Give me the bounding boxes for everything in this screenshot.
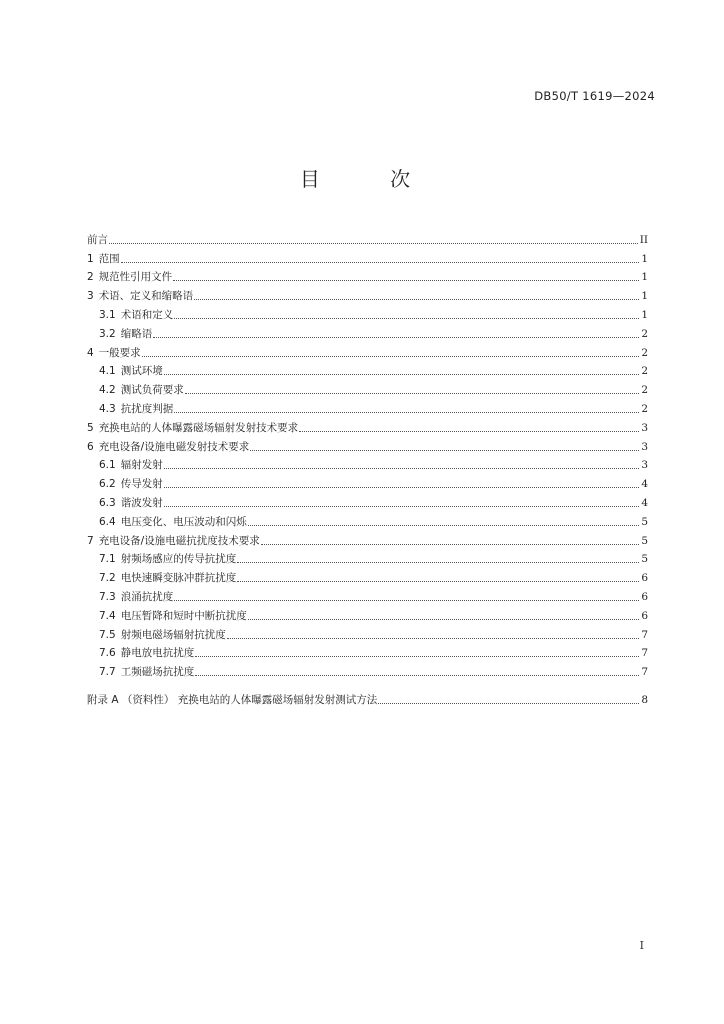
- toc-entry-title: 静电放电抗扰度: [120, 647, 195, 660]
- toc-entry-number: 6.2: [99, 478, 116, 491]
- toc-entry-page: 6: [641, 609, 648, 622]
- toc-leader-dots: [237, 581, 639, 582]
- toc-entry[interactable]: [87, 322, 648, 341]
- toc-entry-title: 缩略语: [120, 327, 153, 340]
- toc-entry-number: 7.2: [99, 572, 116, 585]
- toc-entry-number: 7.6: [99, 647, 116, 660]
- toc-entry-page: 6: [641, 572, 648, 585]
- toc-entry[interactable]: [87, 566, 648, 585]
- toc-entry-page: 5: [641, 534, 648, 547]
- toc-entry-page: 1: [641, 271, 648, 284]
- toc-entry-page: 1: [641, 252, 648, 265]
- toc-entry[interactable]: [87, 623, 648, 642]
- toc-leader-dots: [378, 703, 639, 704]
- toc-entry-number: 7.1: [99, 553, 116, 566]
- toc-entry[interactable]: [87, 397, 648, 416]
- standard-code: DB50/T 1619—2024: [534, 89, 655, 103]
- toc-entry[interactable]: [87, 284, 648, 303]
- toc-leader-dots: [227, 638, 640, 639]
- toc-entry[interactable]: [87, 688, 648, 707]
- toc-entry-page: 2: [641, 402, 648, 415]
- toc-entry-title: 术语和定义: [120, 308, 174, 321]
- toc-leader-dots: [250, 450, 639, 451]
- toc-entry-title: 附录 A （资料性） 充换电站的人体曝露磁场辐射发射测试方法: [87, 693, 378, 706]
- toc-entry[interactable]: [87, 360, 648, 379]
- toc-entry-page: 6: [641, 590, 648, 603]
- toc-entry-title: 电压暂降和短时中断抗扰度: [120, 609, 247, 622]
- toc-entry-title: 辐射发射: [120, 459, 163, 472]
- toc-entry-page: 1: [641, 308, 648, 321]
- toc-entry[interactable]: [87, 585, 648, 604]
- toc-leader-dots: [299, 431, 639, 432]
- toc-entry-number: 6: [87, 440, 94, 453]
- toc-leader-dots: [142, 356, 640, 357]
- toc-entry-page: 2: [641, 327, 648, 340]
- toc-entry-page: 7: [641, 628, 648, 641]
- toc-entry-title: 射频电磁场辐射抗扰度: [120, 628, 226, 641]
- toc-entry-number: 7: [87, 534, 94, 547]
- toc-entry[interactable]: [87, 454, 648, 473]
- toc-entry-page: 4: [641, 496, 648, 509]
- toc-entry-page: 2: [641, 384, 648, 397]
- toc-leader-dots: [195, 675, 639, 676]
- toc-leader-dots: [185, 393, 640, 394]
- toc-entry[interactable]: [87, 416, 648, 435]
- toc-leader-dots: [164, 487, 640, 488]
- toc-entry-page: 5: [641, 553, 648, 566]
- toc-leader-dots: [174, 412, 639, 413]
- toc-entry-page: 1: [641, 290, 648, 303]
- toc-entry-title: 射频场感应的传导抗扰度: [120, 553, 237, 566]
- toc-entry-number: 3.2: [99, 327, 116, 340]
- toc-entry-number: 7.5: [99, 628, 116, 641]
- toc-entry[interactable]: [87, 378, 648, 397]
- toc-entry-title: 测试环境: [120, 365, 163, 378]
- toc-entry-number: 3.1: [99, 308, 116, 321]
- toc-entry-page: 7: [641, 647, 648, 660]
- toc-leader-dots: [109, 243, 638, 244]
- toc-entry-page: 3: [641, 421, 648, 434]
- toc-leader-dots: [164, 468, 640, 469]
- toc-leader-dots: [248, 525, 640, 526]
- toc-leader-dots: [237, 562, 639, 563]
- toc-leader-dots: [194, 299, 639, 300]
- toc-entry-title: 术语、定义和缩略语: [98, 290, 194, 303]
- toc-entry-number: 6.1: [99, 459, 116, 472]
- toc-entry-title: 测试负荷要求: [120, 384, 184, 397]
- toc-entry-title: 电压变化、电压波动和闪烁: [120, 515, 247, 528]
- toc-leader-dots: [164, 506, 640, 507]
- toc-entry[interactable]: [87, 266, 648, 285]
- toc-entry-number: 7.3: [99, 590, 116, 603]
- toc-entry-page: 8: [641, 693, 648, 706]
- toc-entry[interactable]: [87, 491, 648, 510]
- toc-entry[interactable]: [87, 341, 648, 360]
- toc-entry-page: 2: [641, 365, 648, 378]
- toc-entry[interactable]: [87, 642, 648, 661]
- toc-entry-title: 电快速瞬变脉冲群抗扰度: [120, 572, 237, 585]
- toc-entry[interactable]: [87, 435, 648, 454]
- toc-entry-title: 范围: [98, 252, 120, 265]
- toc-entry-page: 7: [641, 666, 648, 679]
- toc-entry[interactable]: [87, 660, 648, 679]
- toc-entry-title: 规范性引用文件: [98, 271, 173, 284]
- toc-entry[interactable]: [87, 247, 648, 266]
- toc-entry[interactable]: [87, 510, 648, 529]
- toc-entry-page: 3: [641, 440, 648, 453]
- toc-entry-page: 4: [641, 478, 648, 491]
- toc-entry-title: 谐波发射: [120, 496, 163, 509]
- toc-entry[interactable]: [87, 604, 648, 623]
- toc-leader-dots: [121, 262, 640, 263]
- toc-entry-title: 抗扰度判据: [120, 402, 174, 415]
- toc-entry-page: II: [639, 233, 648, 246]
- toc-entry-title: 浪涌抗扰度: [120, 590, 174, 603]
- toc-leader-dots: [261, 544, 640, 545]
- toc-entry-page: 3: [641, 459, 648, 472]
- toc-entry-title: 充电设备/设施电磁发射技术要求: [98, 440, 250, 453]
- toc-entry-number: 3: [87, 290, 94, 303]
- toc-entry-number: 4.1: [99, 365, 116, 378]
- toc-entry-title: 充电设备/设施电磁抗扰度技术要求: [98, 534, 260, 547]
- toc-entry-number: 7.4: [99, 609, 116, 622]
- toc-entry-number: 5: [87, 421, 94, 434]
- toc-leader-dots: [173, 280, 639, 281]
- toc-entry-number: 1: [87, 252, 94, 265]
- toc-entry-number: 7.7: [99, 666, 116, 679]
- toc-entry[interactable]: [87, 548, 648, 567]
- toc-entry-number: 6.4: [99, 515, 116, 528]
- toc-entry-page: 5: [641, 515, 648, 528]
- toc-leader-dots: [174, 600, 639, 601]
- toc-entry-number: 6.3: [99, 496, 116, 509]
- toc-leader-dots: [195, 656, 639, 657]
- page-number: I: [639, 939, 644, 952]
- toc-entry-number: 4.3: [99, 402, 116, 415]
- toc-entry-number: 4: [87, 346, 94, 359]
- toc-entry[interactable]: [87, 529, 648, 548]
- toc-entry-page: 2: [641, 346, 648, 359]
- toc-leader-dots: [164, 374, 640, 375]
- toc-entry-number: 2: [87, 271, 94, 284]
- toc-entry-title: 充换电站的人体曝露磁场辐射发射技术要求: [98, 421, 299, 434]
- toc-leader-dots: [248, 619, 640, 620]
- toc-entry[interactable]: [87, 228, 648, 247]
- toc-entry-title: 一般要求: [98, 346, 141, 359]
- toc-entry-title: 传导发射: [120, 478, 163, 491]
- toc-entry[interactable]: [87, 303, 648, 322]
- toc-entry-number: 4.2: [99, 384, 116, 397]
- toc-leader-dots: [153, 337, 639, 338]
- page-title: 目 次: [299, 167, 443, 191]
- toc-leader-dots: [174, 318, 639, 319]
- toc-entry-title: 工频磁场抗扰度: [120, 666, 195, 679]
- toc-entry-title: 前言: [87, 233, 108, 246]
- toc-entry[interactable]: [87, 472, 648, 491]
- toc-list: [87, 228, 648, 707]
